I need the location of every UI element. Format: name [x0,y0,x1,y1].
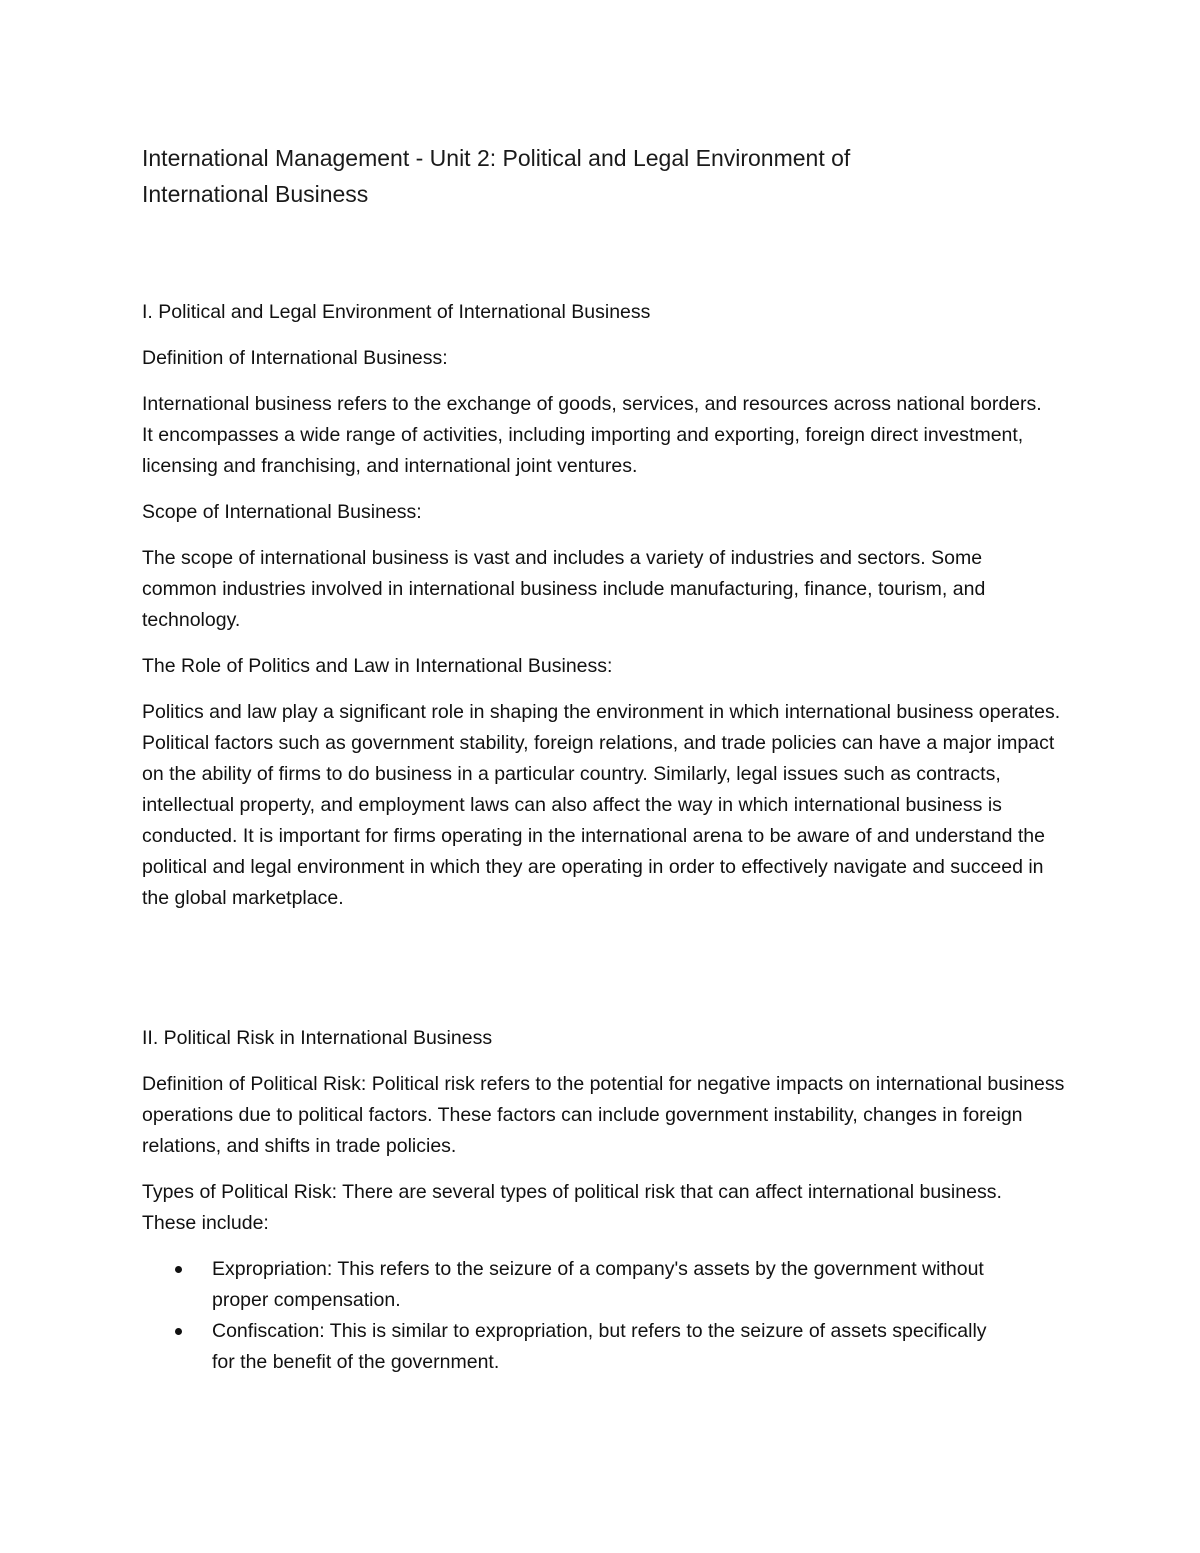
political-risk-definition-paragraph: Definition of Political Risk: Political risk refers to the potential for negative impacts on international business operations due to political factors. These factors can include government instability, changes in foreign relations, and shifts in trade policies. [142,1073,1065,1157]
bullet-item-confiscation [142,1316,1002,1378]
role-paragraph: Politics and law play a significant role in shaping the environment in which international business operates. Political factors such as government stability, foreign relations, and trade policies can have a major impact on the ability of firms to do business in a particular country. Similarly, legal issues such as contracts, intellectual property, and employment laws can also affect the way in which international business is conducted. It is important for firms operating in the international arena to be aware of and understand the political and legal environment in which they are operating in order to effectively navigate and succeed in the global marketplace. [142,701,1061,909]
bullet-icon [175,1328,182,1335]
scope-label: Scope of International Business: [142,501,422,523]
role-label: The Role of Politics and Law in International Business: [142,655,613,677]
definition-paragraph: International business refers to the exchange of goods, services, and resources across national borders. It encompasses a wide range of activities, including importing and exporting, foreign direct investment, licensing and franchising, and international joint ventures. [142,393,1042,477]
scope-paragraph: The scope of international business is vast and includes a variety of industries and sectors. Some common industries involved in international business include manufacturing, finance, tourism, and technology. [142,547,986,631]
document-body [142,140,1072,1378]
bullet-icon [175,1266,182,1273]
section-1-heading: I. Political and Legal Environment of International Business [142,301,651,323]
political-risk-bullet-list [142,1254,1072,1378]
political-risk-types-paragraph: Types of Political Risk: There are several types of political risk that can affect international business. These include: [142,1181,1002,1234]
section-2-heading: II. Political Risk in International Business [142,1027,493,1049]
bullet-text: Expropriation: This refers to the seizure of a company's assets by the government without proper compensation. [212,1258,984,1311]
bullet-item-expropriation [142,1254,1002,1316]
definition-label: Definition of International Business: [142,347,448,369]
bullet-text: Confiscation: This is similar to expropriation, but refers to the seizure of assets specifically for the benefit of the government. [212,1320,987,1373]
document-title: International Management - Unit 2: Political and Legal Environment of International Business [142,145,851,207]
